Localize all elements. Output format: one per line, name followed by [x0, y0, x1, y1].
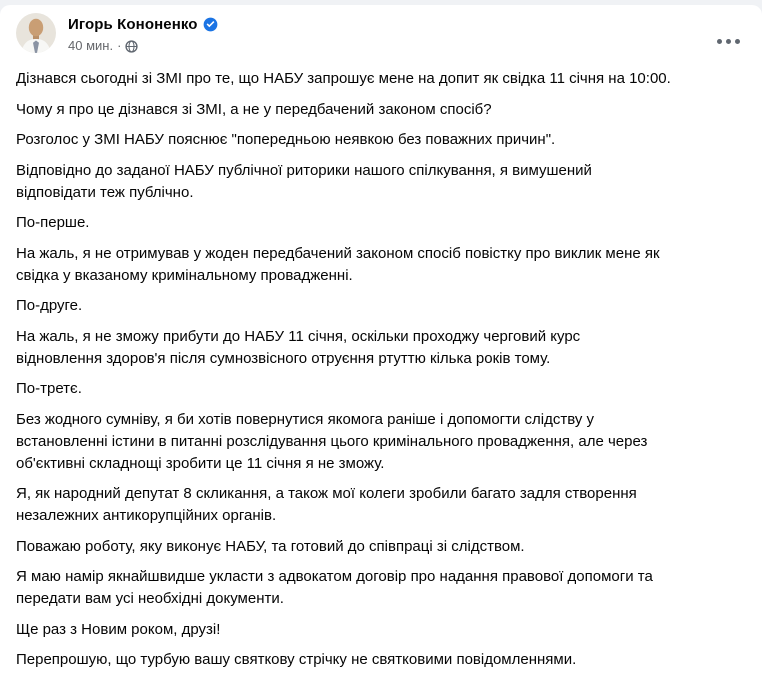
post-content: [0, 53, 762, 671]
post-text-line: По-третє.: [16, 380, 82, 397]
post-paragraph: [16, 619, 746, 641]
post-text-line: Ще раз з Новим роком, друзі!: [16, 620, 221, 638]
header-info: [68, 13, 218, 53]
author-row: [68, 14, 218, 34]
meta-separator: ·: [117, 38, 122, 53]
post-text-line: Чому я про це дізнався зі ЗМІ, а не у передбачений законом спосіб?: [16, 100, 492, 118]
post-text-line: По-друге.: [16, 297, 83, 314]
post-text-line: На жаль, я не отримував у жоден передбачений законом спосіб повістку про виклик мене як: [16, 244, 660, 262]
post-text-line: Поважаю роботу, яку виконує НАБУ, та готовий до співпраці зі слідством.: [16, 537, 525, 555]
post-paragraph: [16, 649, 746, 671]
avatar-image: [16, 13, 56, 53]
post-header: [0, 5, 762, 53]
post-text-line: передати вам усі необхідні документи.: [16, 590, 284, 607]
post-meta: [68, 38, 218, 53]
post-paragraph: [16, 536, 746, 558]
timestamp-link[interactable]: 40 мин.: [68, 38, 114, 53]
post-paragraph: [16, 326, 746, 370]
author-avatar[interactable]: [16, 13, 56, 53]
post-text-line: Дізнався сьогодні зі ЗМІ про те, що НАБУ запрошує мене на допит як свідка 11 січня на 10:00.: [16, 70, 671, 87]
post-text-line: свідка у вказаному кримінальному провадженні.: [16, 266, 353, 284]
post-text-line: встановленні істини в питанні розслідування цього кримінального провадження, але через: [16, 432, 648, 450]
post-paragraph: [16, 295, 746, 317]
post-paragraph: [16, 129, 746, 151]
post-paragraph: [16, 68, 746, 90]
post-paragraph: [16, 409, 746, 475]
three-dots-menu-icon: [717, 39, 740, 44]
post-text-line: На жаль, я не зможу прибути до НАБУ 11 січня, оскільки проходжу черговий курс: [16, 327, 581, 345]
post-paragraph: [16, 566, 746, 610]
post-text-line: Розголос у ЗМІ НАБУ пояснює "попередньою неявкою без поважних причин".: [16, 131, 556, 148]
post-paragraph: [16, 378, 746, 400]
post-text-line: Я маю намір якнайшвидше укласти з адвокатом договір про надання правової допомоги та: [16, 568, 653, 585]
globe-public-icon: [125, 40, 138, 53]
post-text-line: Перепрошую, що турбую вашу святкову стрічку не святковими повідомленнями.: [16, 651, 577, 668]
verified-badge-icon: [203, 17, 218, 32]
post-paragraph: [16, 212, 746, 234]
post-paragraph: [16, 243, 746, 287]
post-paragraph: [16, 160, 746, 204]
author-name-link[interactable]: Игорь Кононенко: [68, 15, 198, 33]
post-paragraph: [16, 483, 746, 527]
post-text-line: об'єктивні складнощі зробити це 11 січня я не зможу.: [16, 454, 385, 472]
post-text-line: По-перше.: [16, 214, 90, 231]
post-text-line: Без жодного сумніву, я би хотів повернутися якомога раніше і допомогти слідству у: [16, 410, 595, 428]
post-paragraph: [16, 99, 746, 121]
post-text-line: незалежних антикорупційних органів.: [16, 507, 277, 524]
post-text-line: Відповідно до заданої НАБУ публічної риторики нашого спілкування, я вимушений: [16, 161, 592, 179]
post-text-line: відповідати теж публічно.: [16, 183, 194, 201]
post-text-line: Я, як народний депутат 8 скликання, а також мої колеги зробили багато задля створення: [16, 485, 637, 502]
more-options-button[interactable]: [712, 27, 744, 55]
post-text-line: відновлення здоров'я після сумнозвісного отруєння ртуттю кілька років тому.: [16, 349, 551, 367]
post-card: [0, 5, 762, 678]
